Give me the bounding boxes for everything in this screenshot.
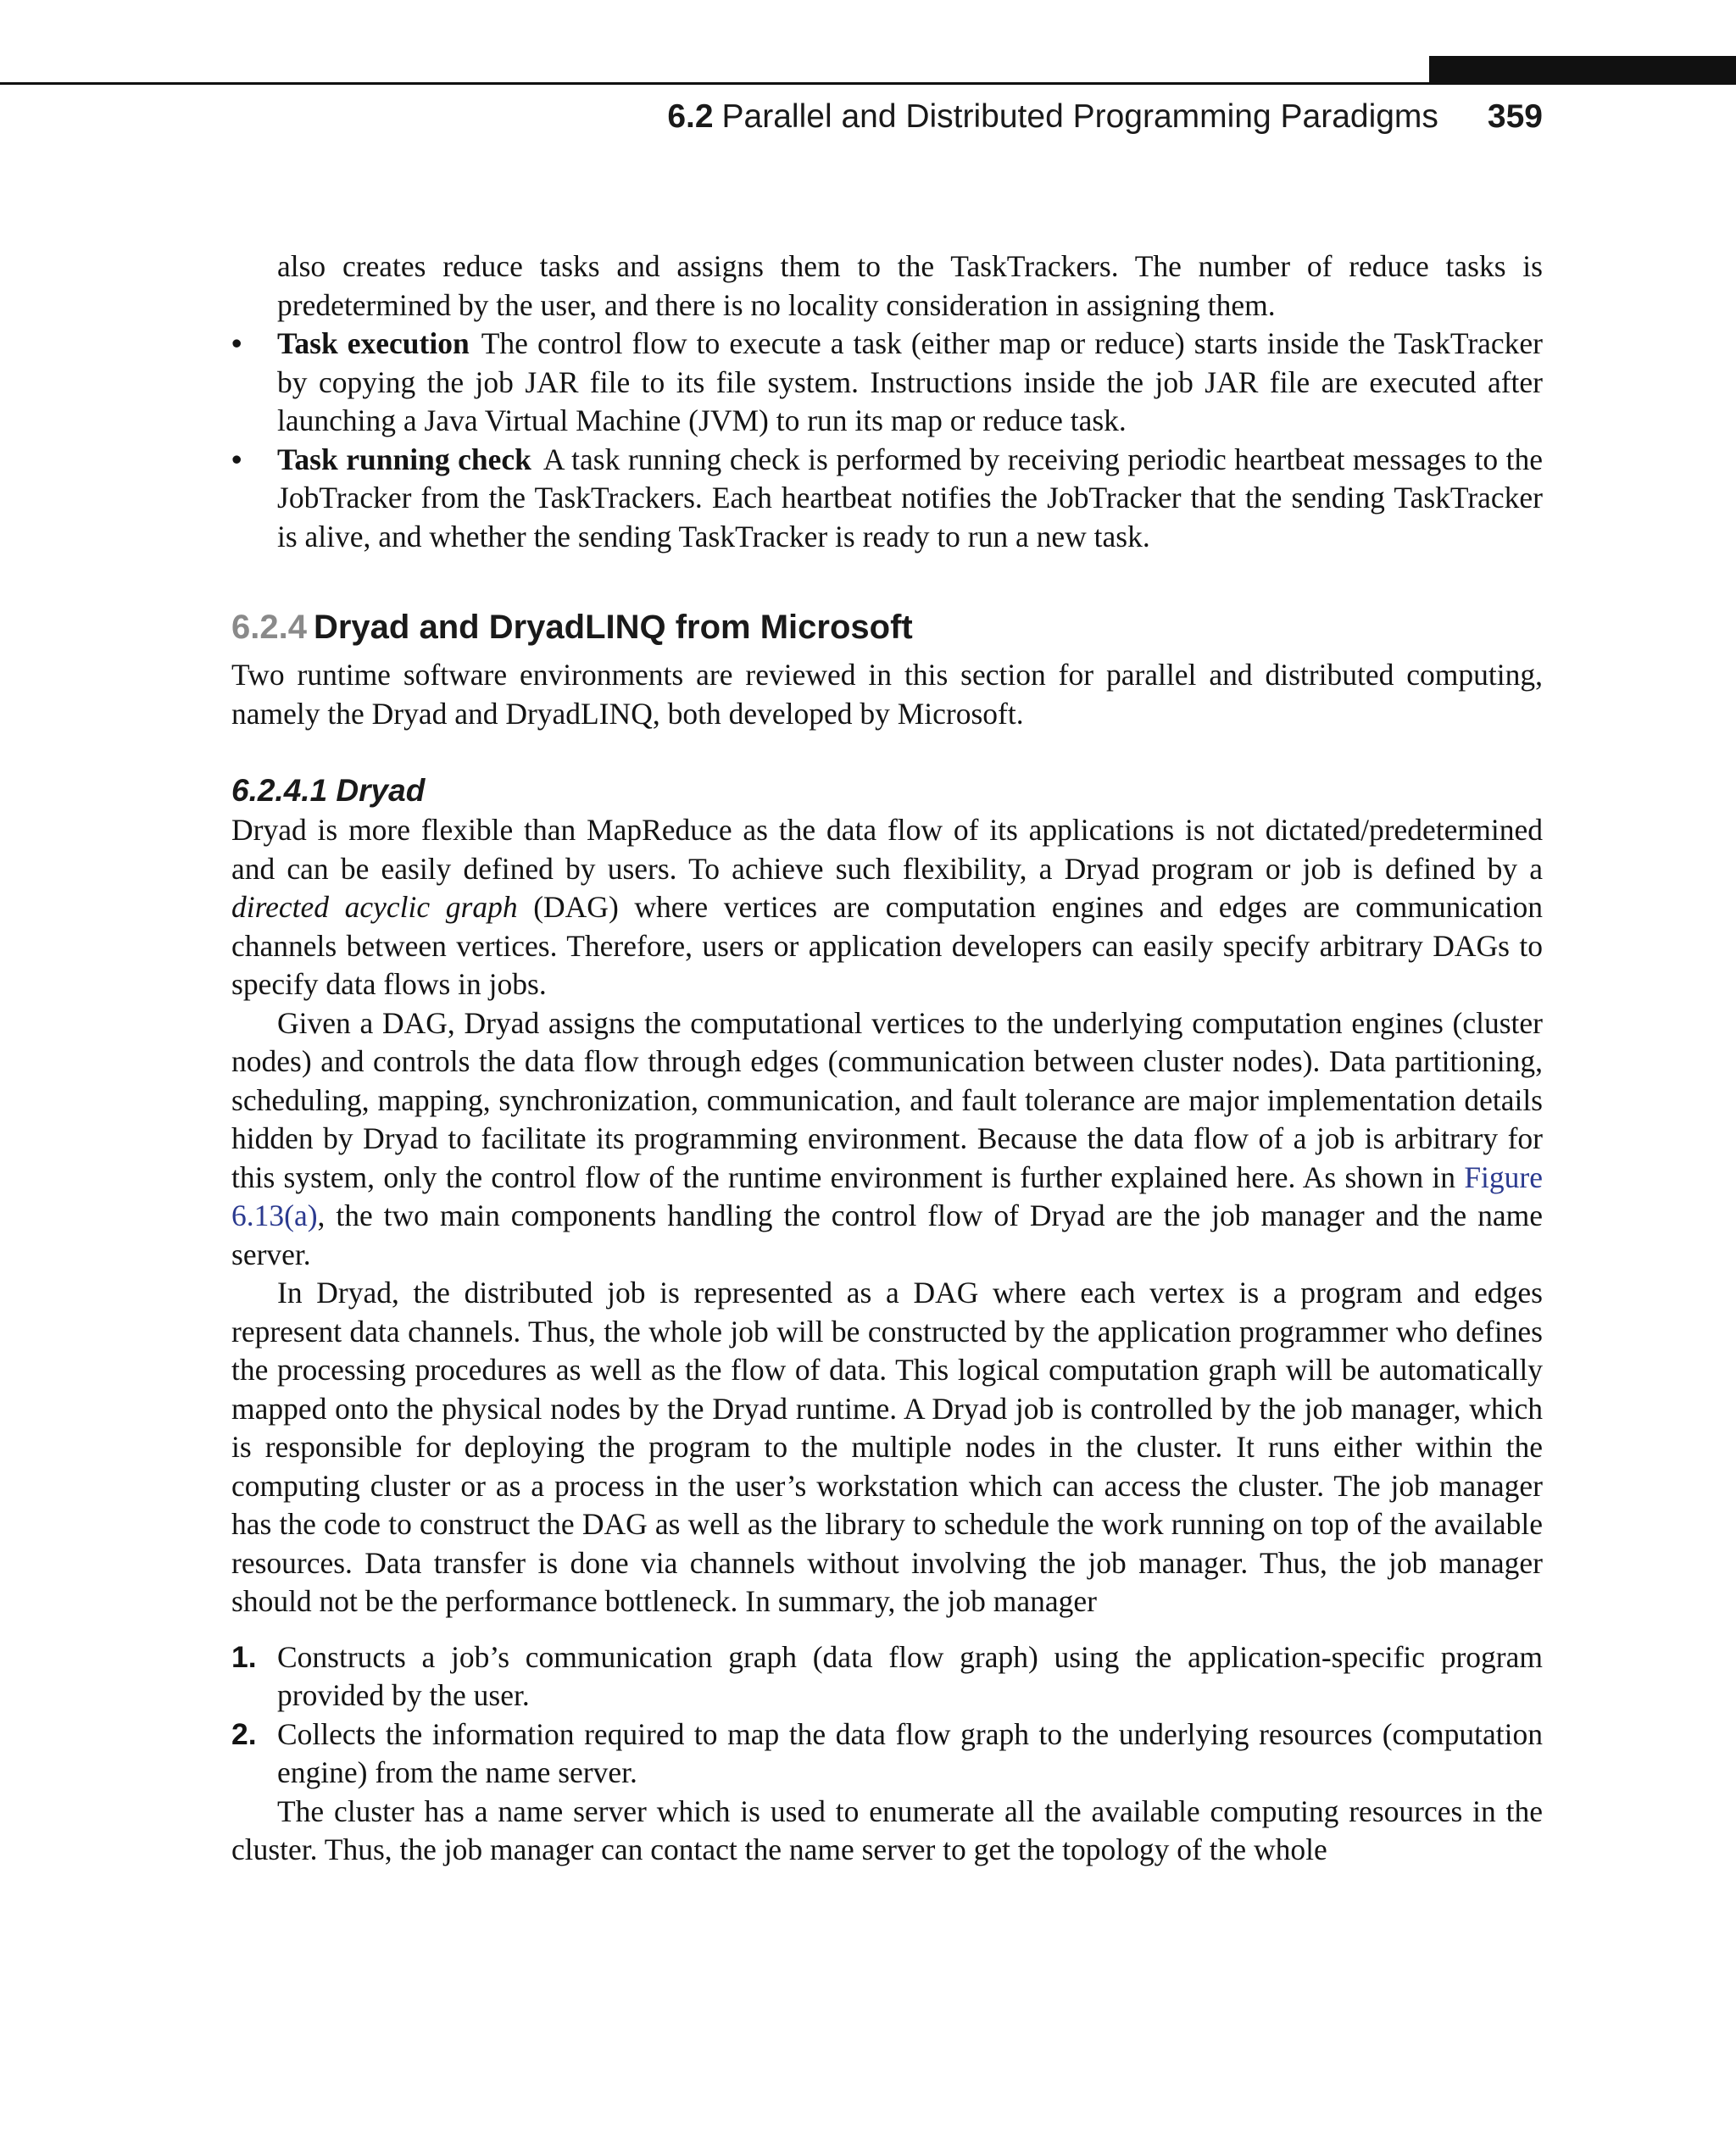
bullet-symbol: • bbox=[231, 442, 242, 476]
list-number: 2. bbox=[231, 1716, 257, 1751]
bullet-lead: Task execution bbox=[277, 326, 470, 360]
paragraph-text: , the two main components handling the control flow of Dryad are the job manager and the name server. bbox=[231, 1198, 1543, 1271]
bullet-text: A task running check is performed by receiving periodic heartbeat messages to the JobTracker from the TaskTrackers. Each heartbeat notifies the JobTracker that the sending TaskTracker is alive, and whether the sending TaskTracker is ready to run a new task. bbox=[277, 442, 1544, 553]
section-number: 6.2.4 bbox=[231, 609, 307, 646]
subsection-heading: 6.2.4.1 Dryad bbox=[231, 773, 426, 808]
body-paragraph: The cluster has a name server which is used to enumerate all the available computing resources in the cluster. Thus, the job manager can contact the name server to get the topology of the whole bbox=[231, 1793, 1543, 1866]
bullet-lead: Task running check bbox=[277, 442, 531, 476]
running-head bbox=[667, 95, 1543, 139]
paragraph-text: Dryad is more flexible than MapReduce as the data flow of its applications is not dictated/predetermined and can be easily defined by users. To achieve such flexibility, a Dryad program or job is defined by a bbox=[231, 813, 1543, 886]
numbered-list bbox=[231, 1638, 1543, 1793]
emphasis-term: directed acyclic graph bbox=[231, 890, 518, 924]
bullet-symbol: • bbox=[231, 326, 242, 360]
body-paragraph: In Dryad, the distributed job is represented as a DAG where each vertex is a program and edges represent data channels. Thus, the whole job will be constructed by the application programmer who defines the processing procedures as well as the flow of data. This logical computation graph will be automatically mapped onto the physical nodes by the Dryad runtime. A Dryad job is controlled by the job manager, which is responsible for deploying the program to the multiple nodes in the cluster. It runs either within the computing cluster or as a process in the user’s workstation which can access the cluster. The job manager has the code to construct the DAG as well as the library to schedule the work running on top of the available resources. Data transfer is done via channels without involving the job manager. Thus, the job manager should not be the performance bottleneck. In summary, the job manager bbox=[231, 1276, 1543, 1618]
bullet-item bbox=[231, 441, 1543, 557]
paragraph-text: Given a DAG, Dryad assigns the computational vertices to the underlying computation engines (cluster nodes) and controls the data flow through edges (communication between cluster nodes). Data partitioning, scheduling, mapping, synchronization, communication, and fault tolerance are major implementation details hidden by Dryad to facilitate its programming environment. Because the data flow of a job is arbitrary for this system, only the control flow of the runtime environment is further explained here. As shown in bbox=[231, 1005, 1543, 1194]
bullet-text: The control flow to execute a task (either map or reduce) starts inside the TaskTracker by copying the job JAR file to its file system. Instructions inside the job JAR file are executed after launching a Java Virtual Machine (JVM) to run its map or reduce task. bbox=[277, 326, 1543, 437]
page-body bbox=[231, 247, 1543, 1870]
paragraph-text: (DAG) where vertices are computation engines and edges are communication channels between vertices. Therefore, users or application developers can easily specify arbitrary DAGs to specify data flows in jobs. bbox=[231, 890, 1544, 1001]
list-item-text: Constructs a job’s communication graph (data flow graph) using the application-specific program provided by the user. bbox=[277, 1639, 1543, 1712]
list-item-text: Collects the information required to map the data flow graph to the underlying resources (computation engine) from the name server. bbox=[277, 1716, 1543, 1789]
numbered-list-item bbox=[231, 1638, 1543, 1716]
figure-reference-link[interactable]: Figure 6.13(a) bbox=[231, 1159, 1543, 1232]
running-head-section-number: 6.2 bbox=[667, 98, 714, 135]
body-paragraph bbox=[231, 811, 1543, 1004]
continued-paragraph: also creates reduce tasks and assigns them to the TaskTrackers. The number of reduce tasks is predetermined by the user, and there is no locality consideration in assigning them. bbox=[277, 249, 1543, 322]
list-number: 1. bbox=[231, 1639, 257, 1674]
section-intro-paragraph: Two runtime software environments are reviewed in this section for parallel and distributed computing, namely the Dryad and DryadLINQ, both developed by Microsoft. bbox=[231, 658, 1543, 731]
header-tab bbox=[1429, 56, 1736, 85]
section-heading bbox=[231, 605, 1543, 649]
bullet-item bbox=[231, 325, 1543, 441]
page-number: 359 bbox=[1487, 98, 1543, 135]
running-head-section-title: Parallel and Distributed Programming Paradigms bbox=[721, 98, 1438, 135]
header-rule bbox=[0, 82, 1736, 85]
body-paragraph bbox=[231, 1004, 1543, 1275]
numbered-list-item bbox=[231, 1716, 1543, 1793]
section-title: Dryad and DryadLINQ from Microsoft bbox=[313, 609, 913, 646]
